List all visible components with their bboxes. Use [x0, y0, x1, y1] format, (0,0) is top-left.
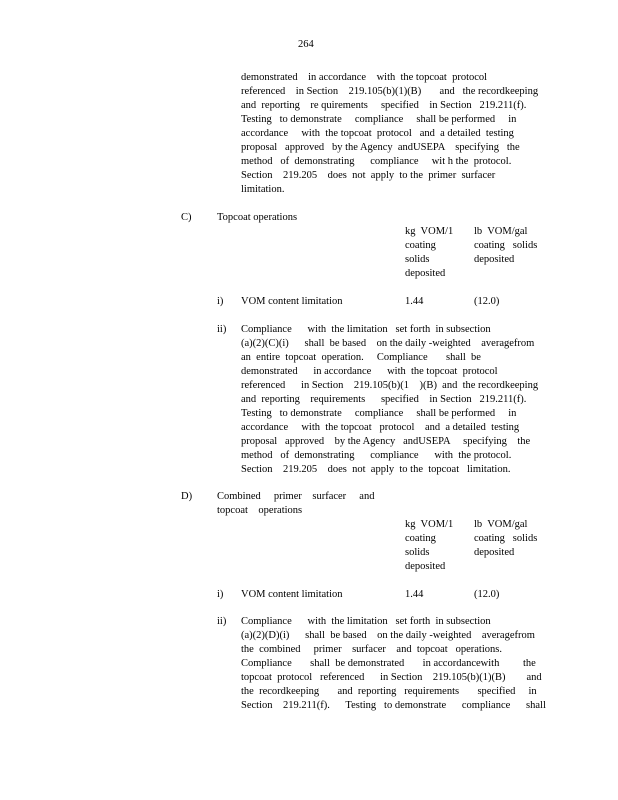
section-c-item-ii-number: ii) [217, 324, 227, 335]
section-c-item-i-kg-value: 1.44 [405, 296, 424, 307]
text-line: limitation. [241, 184, 285, 195]
text-line: proposal approved by the Agency andUSEPA specifying the [241, 142, 520, 153]
section-d-unit-lb-header: lb VOM/gal coating solids deposited [474, 519, 538, 558]
text-line: proposal approved by the Agency andUSEPA specifying the [241, 436, 531, 447]
text-line: referenced in Section 219.105(b)(1)(B) and the recordkeeping [241, 86, 539, 97]
text-line: demonstrated in accordance with the topcoat protocol [241, 72, 488, 83]
text-line: accordance with the topcoat protocol and a detailed testing [241, 128, 514, 139]
text-line: Testing to demonstrate compliance shall be performed in [241, 114, 517, 125]
text-line: the combined primer surfacer and topcoat operations. [241, 644, 502, 655]
section-c-item-i-label: VOM content limitation [241, 296, 343, 307]
intro-paragraph [241, 71, 539, 197]
section-d-item-i-kg-value: 1.44 [405, 589, 424, 600]
text-line: Section 219.205 does not apply to the topcoat limitation. [241, 464, 511, 475]
section-c-unit-kg-header: kg VOM/1 coating solids deposited [405, 226, 454, 279]
section-c-title: Topcoat operations [217, 212, 298, 223]
text-line: (a)(2)(C)(i) shall be based on the daily -weighted averagefrom [241, 338, 535, 349]
section-d-unit-kg-header: kg VOM/1 coating solids deposited [405, 519, 454, 572]
section-d-item-ii-paragraph [241, 615, 546, 713]
section-d-item-i-label: VOM content limitation [241, 589, 343, 600]
section-c-letter: C) [181, 212, 192, 223]
text-line: Section 219.211(f). Testing to demonstrate compliance shall [241, 700, 546, 711]
text-line: Section 219.205 does not apply to the primer surfacer [241, 170, 496, 181]
text-line: and reporting requirements specified in Section 219.211(f). [241, 394, 527, 405]
section-d-item-ii-number: ii) [217, 616, 227, 627]
section-c-item-i-lb-value: (12.0) [474, 296, 500, 307]
section-c-item-ii-paragraph [241, 323, 539, 477]
text-line: method of demonstrating compliance wit h the protocol. [241, 156, 512, 167]
section-c-item-i-number: i) [217, 296, 224, 307]
text-line: accordance with the topcoat protocol and a detailed testing [241, 422, 520, 433]
section-d-letter: D) [181, 491, 193, 502]
text-line: Testing to demonstrate compliance shall be performed in [241, 408, 517, 419]
text-line: Compliance with the limitation set forth in subsection [241, 616, 491, 627]
text-line: demonstrated in accordance with the topcoat protocol [241, 366, 498, 377]
section-d-item-i-lb-value: (12.0) [474, 589, 500, 600]
text-line: (a)(2)(D)(i) shall be based on the daily -weighted averagefrom [241, 630, 535, 641]
text-line: Compliance shall be demonstrated in accordancewith the [241, 658, 536, 669]
text-line: topcoat protocol referenced in Section 219.105(b)(1)(B) and [241, 672, 542, 683]
text-line: and reporting re quirements specified in Section 219.211(f). [241, 100, 527, 111]
section-d-title: Combined primer surfacer and topcoat operations [217, 491, 375, 516]
text-line: method of demonstrating compliance with the protocol. [241, 450, 512, 461]
text-line: the recordkeeping and reporting requirements specified in [241, 686, 537, 697]
text-line: an entire topcoat operation. Compliance shall be [241, 352, 481, 363]
text-line: referenced in Section 219.105(b)(1 )(B) and the recordkeeping [241, 380, 539, 391]
section-d-item-i-number: i) [217, 589, 224, 600]
page-number: 264 [298, 39, 314, 50]
text-line: Compliance with the limitation set forth in subsection [241, 324, 491, 335]
section-c-unit-lb-header: lb VOM/gal coating solids deposited [474, 226, 538, 265]
